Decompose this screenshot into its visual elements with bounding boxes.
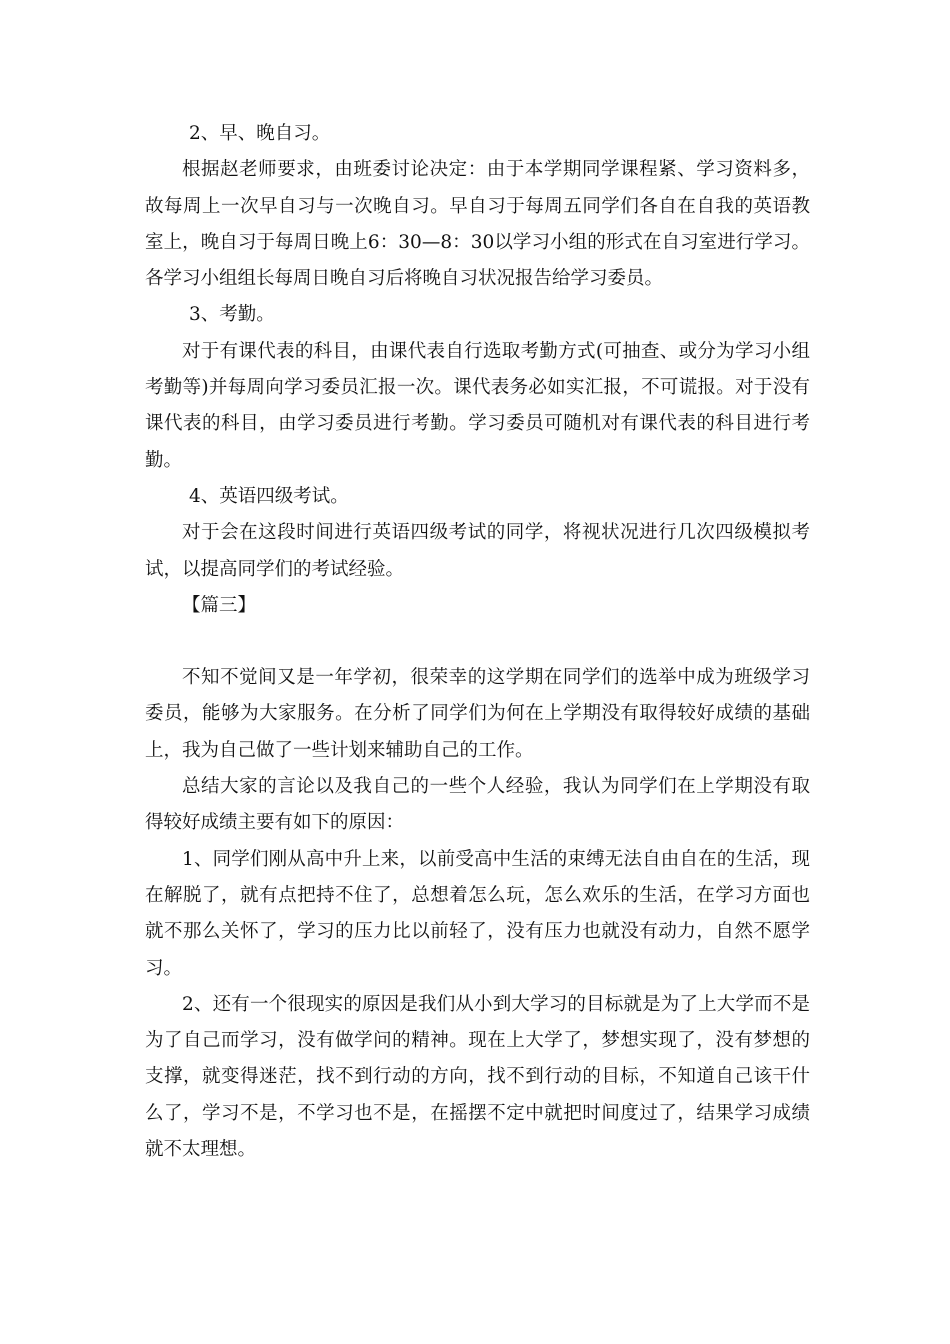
paragraph-attendance: 对于有课代表的科目，由课代表自行选取考勤方式(可抽查、或分为学习小组考勤等)并每周向学习委员汇报一次。课代表务必如实汇报，不可谎报。对于没有课代表的科目，由学习委员进行考勤。学习委员可随机对有课代表的科目进行考勤。	[145, 340, 810, 471]
document-body	[145, 116, 810, 1168]
blank-line	[145, 624, 810, 660]
paragraph-reason-2: 2、还有一个很现实的原因是我们从小到大学习的目标就是为了上大学而不是为了自己而学习，没有做学问的精神。现在上大学了，梦想实现了，没有梦想的支撑，就变得迷茫，找不到行动的方向，找不到行动的目标，不知道自己该干什么了，学习不是，不学习也不是，在摇摆不定中就把时间度过了，结果学习成绩就不太理想。	[145, 993, 810, 1161]
section-heading-cet4: 4、英语四级考试。	[189, 485, 349, 507]
section-heading-study-sessions: 2、早、晚自习。	[189, 123, 331, 144]
paragraph-reason-1: 1、同学们刚从高中升上来，以前受高中生活的束缚无法自由自在的生活，现在解脱了，就有点把持不住了，总想着怎么玩，怎么欢乐的生活，在学习方面也就不那么关怀了，学习的压力比以前轻了，没有压力也就没有动力，自然不愿学习。	[145, 848, 810, 979]
paragraph-summary: 总结大家的言论以及我自己的一些个人经验，我认为同学们在上学期没有取得较好成绩主要有如下的原因：	[145, 776, 810, 834]
section-heading-attendance: 3、考勤。	[189, 304, 275, 326]
paragraph-study-sessions: 根据赵老师要求，由班委讨论决定：由于本学期同学课程紧、学习资料多，故每周上一次早自习与一次晚自习。早自习于每周五同学们各自在自我的英语教室上，晚自习于每周日晚上6：30—8：30以学习小组的形式在自习室进行学习。各学习小组组长每周日晚自习后将晚自习状况报告给学习委员。	[145, 159, 810, 290]
chapter-title: 【篇三】	[182, 594, 257, 616]
paragraph-cet4: 对于会在这段时间进行英语四级考试的同学，将视状况进行几次四级模拟考试，以提高同学们的考试经验。	[145, 522, 810, 580]
paragraph-intro: 不知不觉间又是一年学初，很荣幸的这学期在同学们的选举中成为班级学习委员，能够为大家服务。在分析了同学们为何在上学期没有取得较好成绩的基础上，我为自己做了一些计划来辅助自己的工作。	[145, 667, 810, 761]
